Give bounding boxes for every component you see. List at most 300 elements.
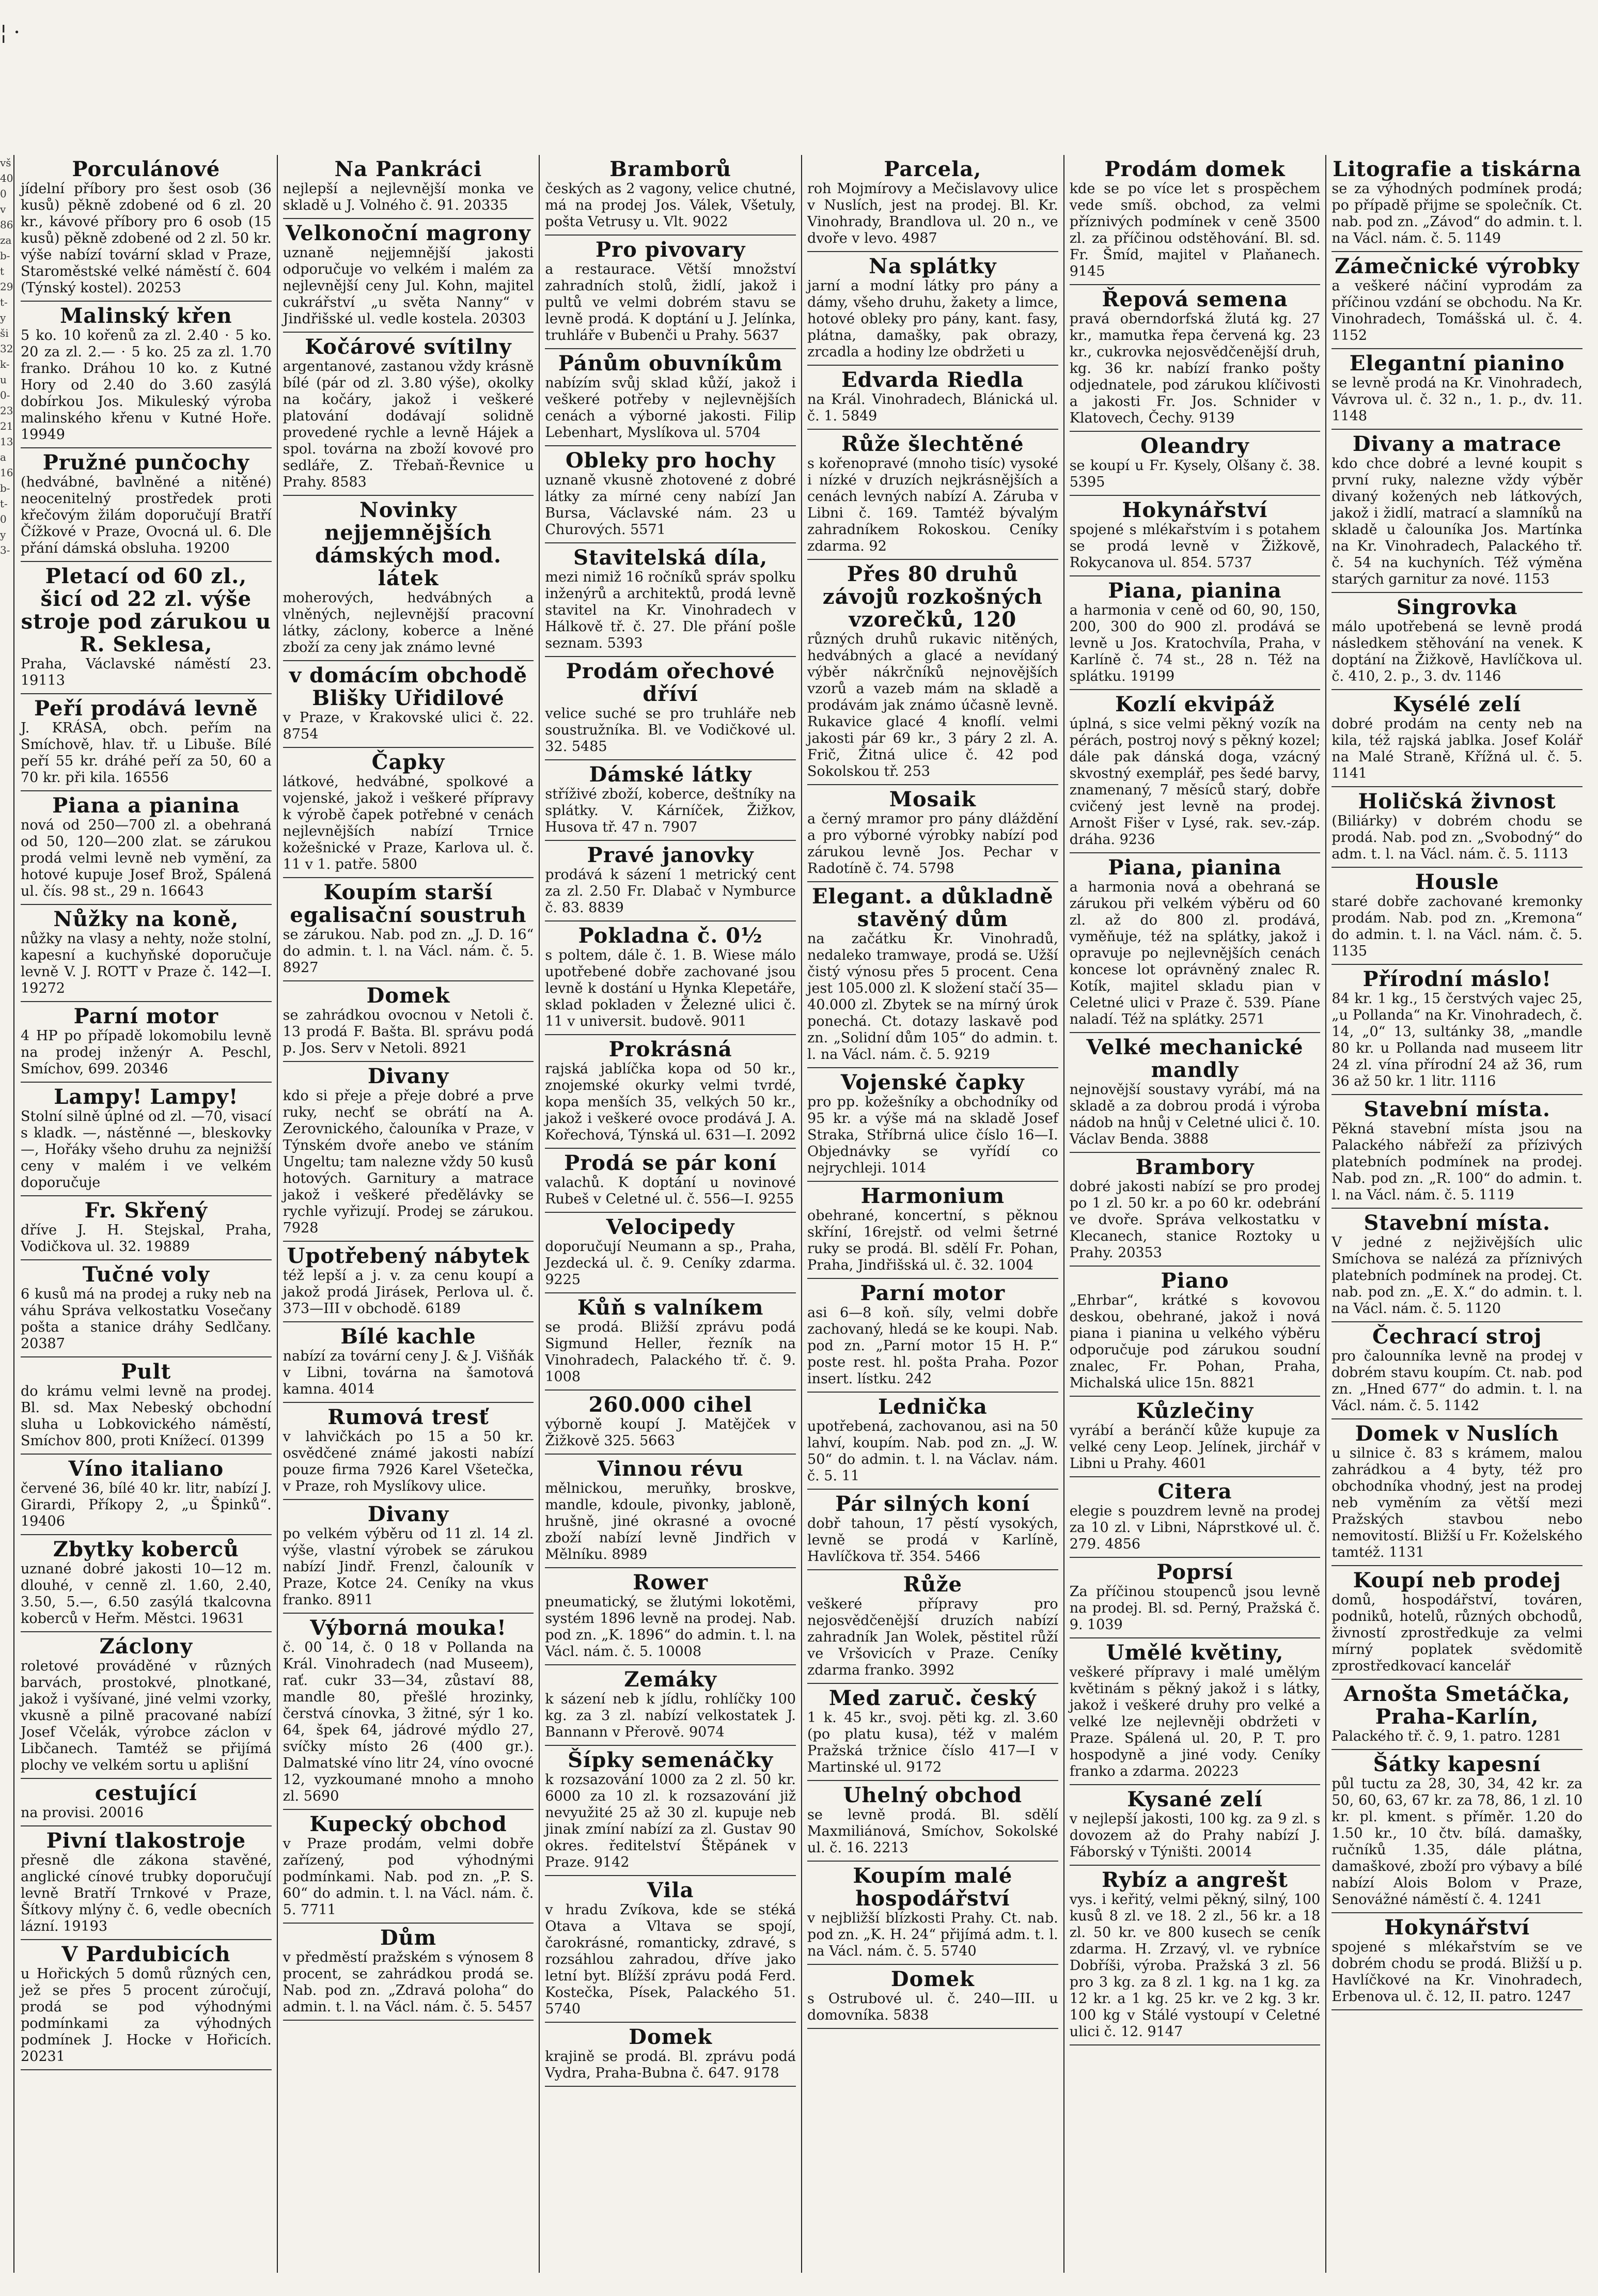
classified-ad <box>1331 787 1583 868</box>
classified-ad <box>545 1746 796 1876</box>
classified-ad <box>1070 1477 1321 1558</box>
classified-ad <box>1331 965 1583 1095</box>
ad-headline: Kupecký obchod <box>309 1812 507 1836</box>
ad-body-text: staré dobře zachované kremonky prodám. Nab. pod zn. „Kremona“ do admin. t. l. na Václ. nám. č. 5. 1135 <box>1331 894 1583 959</box>
ad-body-text: valachů. K doptání u novinové Rubeš v Celetné ul. č. 556—I. 9255 <box>545 1175 796 1207</box>
ad-headline: Pružné punčochy <box>42 450 249 475</box>
ad-headline: Parcela, <box>884 157 982 181</box>
classified-ad <box>1070 1153 1321 1267</box>
classified-ad <box>807 1684 1058 1781</box>
ad-body-text: se zahrádkou ovocnou v Netoli č. 13 prodá F. Bašta. Bl. správu podá p. Jos. Serv v Netoli. 8921 <box>283 1007 534 1056</box>
classified-ad <box>807 1781 1058 1862</box>
classified-ad <box>545 1568 796 1665</box>
ad-headline: Singrovka <box>1396 595 1518 619</box>
ad-headline: Stavební místa. <box>1364 1211 1550 1235</box>
ad-body-text: v hradu Zvíkova, kde se stéká Otava a Vltava se spojí, čarokrásné, romanticky, zdravé, s rozsáhlou zahradou, dříve jako letní byt. Blížší zprávu podá Ferd. Kostečka, Písek, Palackého 51. 5740 <box>545 1902 796 2017</box>
classified-columns <box>15 155 1588 2273</box>
ad-body-text: kdo si přeje a přeje dobré a prve ruky, nechť se obrátí na A. Zerovnického, čalouníka v Praze, v Týnském dvoře anebo ve stáním Ungeltu; tam nalezne vždy 50 kusů hotových. Garnitury a matrace jakož i veškeré předělávky se rychle vyřizují. Prodej se zárukou. 7928 <box>283 1088 534 1236</box>
ad-headline: Umělé květiny, <box>1106 1641 1284 1665</box>
ad-body-text: roh Mojmírovy a Mečislavovy ulice v Nuslích, jest na prodej. Bl. Kr. Vinohrady, Brandlova ul. 20 n., ve dvoře v levo. 4987 <box>807 181 1058 246</box>
classified-ad <box>283 1322 534 1403</box>
ad-body-text: a černý mramor pro pány dláždění a pro výborné výrobky nabízí pod zárukou levně Jos. Pechar v Radotíně č. 74. 5798 <box>807 811 1058 877</box>
ad-body-text: argentanové, zastanou vždy krásně bílé (pár od zl. 3.80 výše), okolky na kočáry, jakož i veškeré platování dodávají solidně provedené rychle a levně Hájek a spol. továrna na zboží kovové pro sedláře, Z. Třebaň-Řevnice u Prahy. 8583 <box>283 358 534 490</box>
ad-body-text: se za výhodných podmínek prodá; po případě přijme se společník. Ct. nab. pod zn. „Závod“ do admin. t. l. na Václ. nám. č. 5. 1149 <box>1331 181 1583 246</box>
ad-headline: Nůžky na koně, <box>53 907 239 931</box>
ad-headline: Koupí neb prodej <box>1353 1568 1561 1592</box>
ad-headline: Prokrásná <box>608 1037 732 1061</box>
classified-ad <box>283 1810 534 1924</box>
ad-body-text: též lepší a j. v. za cenu koupí a jakož prodá Jirásek, Perlova ul. č. 373—III v obchodě. 6189 <box>283 1268 534 1317</box>
ad-headline: Šátky kapesní <box>1373 1752 1541 1776</box>
ad-body-text: a restaurace. Větší množství zahradních stolů, židlí, jakož i pultů ve velmi dobrém stavu se levně prodá. K doptání u J. Jelínka, truhláře v Bubenči u Prahy. 5637 <box>545 261 796 343</box>
ad-body-text: se levně prodá na Kr. Vinohradech, Vávrova ul. č. 32 n., 1. p., dv. 11. 1148 <box>1331 375 1583 424</box>
ad-headline: Upotřebený nábytek <box>287 1244 530 1268</box>
ad-body-text: uznaně vkusně zhotovené z dobré látky za mírné ceny nabízí Jan Bursa, Václavské nám. 23 u Churových. 5571 <box>545 472 796 538</box>
ad-headline: Elegantní pianino <box>1349 351 1565 376</box>
ad-body-text: obehrané, koncertní, s pěknou skříní, 16rejstř. od velmi šetrné ruky se prodá. Bl. sdělí Fr. Pohan, Praha, Jindřišská ul. č. 32. 1004 <box>807 1208 1058 1273</box>
ad-headline: Obleky pro hochy <box>565 448 776 473</box>
classified-ad <box>807 1862 1058 1965</box>
classified-ad <box>545 543 796 657</box>
ad-headline: Pivní tlakostroje <box>46 1829 246 1853</box>
ad-body-text: spojené s mlékařstvím i s potahem se prodá levně v Žižkově, Rokycanova ul. 854. 5737 <box>1069 522 1321 571</box>
ad-body-text: do krámu velmi levně na prodej. Bl. sd. Max Nebeský obchodní sluha u Lobkovického náměstí, Smíchov 800, proti Knížecí. 01399 <box>21 1383 272 1449</box>
ad-headline: Piana a pianina <box>52 793 240 818</box>
classified-ad <box>21 302 272 448</box>
ad-body-text: v nejlepší jakosti, 100 kg. za 9 zl. s dovozem až do Prahy nabízí J. Fáborský v Týništi. 20014 <box>1069 1811 1321 1860</box>
ad-body-text: moherových, hedvábných a vlněných, nejlevnější pracovní látky, záclony, koberce a lněné zboží za ceny jak známo levné <box>283 590 534 655</box>
ad-body-text: s Ostrubové ul. č. 240—III. u domovníka. 5838 <box>807 1991 1058 2023</box>
ad-headline: Mosaik <box>889 787 976 811</box>
classified-ad <box>283 981 534 1062</box>
ad-headline: Prodá se pár koní <box>564 1151 777 1175</box>
classified-ad <box>1331 690 1583 787</box>
ad-body-text: vyrábí a beránčí kůže kupuje za velké ceny Leop. Jelínek, jirchář v Libni u Prahy. 4601 <box>1069 1423 1321 1472</box>
classified-ad <box>1331 155 1583 252</box>
classified-ad <box>1331 1419 1583 1566</box>
ad-headline: Víno italiano <box>68 1457 224 1481</box>
ad-headline: Piana, pianina <box>1108 855 1282 880</box>
classified-ad <box>1331 1322 1583 1419</box>
ad-body-text: a harmonia nová a obehraná se zárukou při velkém výběru od 60 zl. až do 800 zl. prodává, vyměňuje, též na splátky, jakož i opravuje po nejlevnějších cenách koncese lot oprávněný znalec R. Kotík, majitel skladu pian v Celetné ulici v Praze č. 539. Píane naladí. Též na splátky. 2571 <box>1069 879 1321 1027</box>
ad-headline: Lampy! Lampy! <box>54 1085 239 1109</box>
ad-body-text: pro čalounníka levně na prodej v dobrém stavu koupím. Ct. nab. pod zn. „Hned 677“ do admin. t. l. na Václ. nám. č. 5. 1142 <box>1331 1348 1583 1414</box>
ad-headline: Růže <box>903 1572 963 1597</box>
ad-headline: Stavitelská díla, <box>573 545 768 570</box>
classified-ad <box>283 1403 534 1500</box>
classified-ad <box>1070 1558 1321 1638</box>
ad-column <box>801 155 1063 2273</box>
ad-body-text: elegie s pouzdrem levně na prodej za 10 zl. v Libni, Náprstkové ul. č. 279. 4856 <box>1069 1503 1321 1552</box>
ad-headline: Čechrací stroj <box>1372 1324 1542 1349</box>
ad-headline: Na Pankráci <box>334 157 482 181</box>
ad-body-text: 4 HP po případě lokomobilu levně na prodej inženýr A. Peschl, Smíchov, 699. 20346 <box>21 1028 272 1077</box>
ad-headline: Domek v Nuslích <box>1355 1422 1559 1446</box>
ad-headline: Rybíz a angrešt <box>1102 1868 1288 1892</box>
ad-headline: Pro pivovary <box>596 238 746 262</box>
ad-headline: Pánům obuvníkům <box>558 351 783 376</box>
classified-ad <box>21 694 272 791</box>
ad-body-text: a veškeré náčiní vyprodám za příčinou vzdání se obchodu. Na Kr. Vinohradech, Tomášská ul. č. 4. 1152 <box>1331 278 1583 343</box>
ad-headline: Šípky semenáčky <box>568 1748 774 1772</box>
classified-ad <box>545 1149 796 1213</box>
classified-ad <box>545 760 796 841</box>
ad-headline: Holičská živnost <box>1358 789 1556 814</box>
ad-body-text: jídelní příbory pro šest osob (36 kusů) pěkně zdobené od 6 zl. 20 kr., kávové příbory pro 6 osob (15 kusů) pěkně zdobené od 2 zl. 50 kr. výše nabízí tovární sklad v Praze, Staroměstské velké náměstí č. 604 (Týnský kostel). 20253 <box>21 181 272 296</box>
classified-ad <box>545 349 796 446</box>
ad-body-text: uznané dobré jakosti 10—12 m. dlouhé, v cenně zl. 1.60, 2.40, 3.50, 5.—, 6.50 zasýlá tkalcovna koberců v Heřm. Městci. 19631 <box>21 1561 272 1627</box>
classified-ad <box>21 1083 272 1196</box>
ad-headline: Prodám domek <box>1104 157 1286 181</box>
ad-headline: Domek <box>366 983 450 1008</box>
ad-headline: Vinnou révu <box>597 1457 744 1481</box>
classified-ad <box>21 1826 272 1940</box>
ad-body-text: po velkém výběru od 11 zl. 14 zl. výše, vlastní výrobek se zárukou nabízí Jindř. Frenzl, čalouník v Praze, Kotce 24. Ceníky na vkus franko. 8911 <box>283 1526 534 1608</box>
ad-body-text: se levně prodá. Bl. sdělí Maxmiliánová, Smíchov, Sokolské ul. č. 16. 2213 <box>807 1807 1058 1856</box>
ad-headline: Hokynářství <box>1122 498 1268 522</box>
ad-body-text: (Biliárky) v dobrém chodu se prodá. Nab. pod zn. „Svobodný“ do adm. t. l. na Václ. nám. č. 5. 1113 <box>1331 813 1583 862</box>
ad-body-text: rajská jablíčka kopa od 50 kr., znojemské okurky velmi tvrdé, kopa menších 35, velkých 50 kr., jakož i veškeré ovoce prodává J. A. Kořechová, Týnská ul. 631—I. 2092 <box>545 1061 796 1143</box>
ad-body-text: kde se po více let s prospěchem vede smíš. obchod, za velmi příznivých podmínek v ceně 3500 zl. za příčinou odstěhování. Bl. sd. Fr. Šmíd, majitel v Plaňanech. 9145 <box>1069 181 1321 279</box>
classified-ad <box>807 155 1058 252</box>
ad-headline: Dům <box>380 1926 437 1950</box>
classified-ad <box>1331 1750 1583 1913</box>
ad-body-text: upotřebená, zachovanou, asi na 50 lahví, koupím. Nab. pod zn. „J. W. 50“ do admin. t. l. na Václav. nám. č. 5. 11 <box>807 1418 1058 1484</box>
ad-headline: Housle <box>1415 870 1499 894</box>
ad-column <box>1325 155 1588 2273</box>
ad-headline: Kůzlečiny <box>1136 1399 1254 1423</box>
ad-body-text: prodává k sázení 1 metrický cent za zl. 2.50 Fr. Dlabač v Nymburce č. 83. 8839 <box>545 867 796 916</box>
ad-body-text: doporučují Neumann a sp., Praha, Jezdecká ul. č. 9. Ceníky zdarma. 9225 <box>545 1239 796 1288</box>
classified-ad <box>1331 1680 1583 1750</box>
ad-headline: Malinský křen <box>60 304 232 328</box>
classified-ad <box>807 1068 1058 1182</box>
classified-ad <box>807 430 1058 560</box>
ad-body-text: mezi nimiž 16 ročníků správ spolku inženýrů a architektů, prodá levně stavitel na Kr. Vinohradech v Hálkově tř. č. 27. Dle přání pošle seznam. 5393 <box>545 569 796 651</box>
ad-body-text: nůžky na vlasy a nehty, nože stolní, kapesní a kuchyňské doporučuje levně V. J. ROTT v Praze č. 142—I. 19272 <box>21 931 272 996</box>
classified-ad <box>545 236 796 349</box>
classified-ad <box>21 448 272 562</box>
ad-body-text: nová od 250—700 zl. a obehraná od 50, 120—200 zlat. se zárukou prodá velmi levně neb vymění, za hotové kupuje Josef Brož, Spálená ul. čís. 98 st., 29 n. 16643 <box>21 817 272 899</box>
ad-headline: Kysané zelí <box>1127 1787 1263 1811</box>
ad-column <box>539 155 801 2273</box>
classified-ad <box>1070 285 1321 432</box>
ad-body-text: u silnice č. 83 s krámem, malou zahrádkou a 4 byty, též pro obchodníka vhodný, jest na prodej neb vyměním za větší mezi Pražských stavbou nebo nemovitostí. Bližší u Fr. Koželského tamtéž. 1131 <box>1331 1445 1583 1560</box>
ad-headline: Citera <box>1157 1479 1232 1504</box>
ad-body-text: V jedné z nejživějších ulic Smíchova se nalézá za příznivých platebních podmínek na prodej. Ct. nab. pod zn. „E. X.“ do admin. t. l. na Václ. nám. č. 5. 1120 <box>1331 1235 1583 1317</box>
ad-headline: Koupím starší egalisační soustruh <box>290 880 527 927</box>
classified-ad <box>1331 252 1583 349</box>
classified-ad <box>545 841 796 921</box>
ad-headline: Bramborů <box>609 157 732 181</box>
classified-ad <box>545 657 796 760</box>
ad-body-text: k sázení neb k jídlu, rohlíčky 100 kg. za 3 zl. nabízí velkostatek J. Bannann v Přerově. 9074 <box>545 1691 796 1740</box>
ad-headline: Lednička <box>878 1395 988 1419</box>
classified-ad <box>1331 1913 1583 2010</box>
ad-body-text: veškeré přípravy i malé umělým květinám s pěkný jakož i s látky, jakož i veškeré druhy pro velké a velké lze nejlevněji obdržeti v Praze. Spálená ul. 20, P. T. pro hospodyně a jiné vody. Ceníky franko a zdarma. 20223 <box>1069 1664 1321 1779</box>
ad-body-text: na provisi. 20016 <box>21 1805 144 1821</box>
ad-headline: Dámské látky <box>589 762 752 787</box>
classified-ad <box>545 1665 796 1746</box>
ad-column <box>277 155 539 2273</box>
ad-headline: Kysélé zelí <box>1393 692 1522 716</box>
ad-headline: Fr. Skřený <box>84 1198 208 1223</box>
ad-headline: Pletací od 60 zl., šicí od 22 zl. výše stroje pod zárukou u R. Seklesa, <box>21 564 272 657</box>
ad-body-text: českých as 2 vagony, velice chutné, má na prodej Jos. Válek, Všetuly, pošta Vetrusy u. Vlt. 9022 <box>545 181 796 230</box>
classified-ad <box>21 791 272 905</box>
classified-ad <box>1070 1267 1321 1397</box>
ad-headline: Růže šlechtěné <box>841 432 1024 456</box>
ad-body-text: krajině se prodá. Bl. zprávu podá Vydra, Praha-Bubna č. 647. 9178 <box>545 2049 796 2081</box>
ad-body-text: s kořenopravé (mnoho tisíc) vysoké i nízké v druzích nejkrásnějších a cenách levných nabízí A. Záruba v Libni č. 169. Tamtéž bývalým zahradníkem Rokoskou. Ceníky zdarma. 92 <box>807 456 1058 554</box>
classified-ad <box>283 748 534 878</box>
classified-ad <box>545 2023 796 2087</box>
ad-headline: Kočárové svítilny <box>305 335 512 359</box>
ad-headline: Pult <box>121 1360 171 1384</box>
classified-ad <box>283 333 534 496</box>
ad-headline: Přírodní máslo! <box>1362 967 1552 991</box>
ad-body-text: nejnovější soustavy vyrábí, má na skladě a za dobrou prodá i výroba nádob na hnůj v Celetné ulici č. 10. Václav Benda. 3888 <box>1069 1082 1321 1147</box>
ad-body-text: dobré prodám na centy neb na kila, též rajská jablka. Josef Kolář na Malé Straně, Křížná ul. č. 5. 1141 <box>1331 716 1583 782</box>
ad-headline: cestující <box>95 1781 197 1805</box>
left-edge-text-strip: vš 40 0 v 86 za b- t 29 t- y ši 32 k- u 0- 23 21 13 a 16 b- t- 0 y 3- <box>0 155 14 2273</box>
ad-body-text: Stolní silně úplné od zl. —70, visací s kladk. —, nástěnné —, bleskovky —, Hořáky všeho druhu za nejnižší ceny v malém i ve velkém doporučuje <box>21 1108 272 1191</box>
ad-headline: Řepová semena <box>1102 287 1288 311</box>
classified-ad <box>1331 593 1583 690</box>
ad-body-text: pravá oberndorfská žlutá kg. 27 kr., mamutka řepa červená kg. 23 kr., cukrovka nejosvědčenější druh, kg. 36 kr. nabízí franko pošty odjednatele, pod zárukou klíčivosti a jakosti Fr. Jos. Schnider v Klatovech, Čechy. 9139 <box>1069 311 1321 426</box>
ad-body-text: na začátku Kr. Vinohradů, nedaleko tramwaye, prodá se. Užší čistý výnosu přes 5 procent. Cena jest 105.000 zl. K složení stačí 35—40.000 zl. Zbytek se na mírný úrok ponechá. Ct. dotazy laskavě pod zn. „Solidní dům 105“ do admin. t. l. na Václ. nám. č. 5. 9219 <box>807 931 1058 1063</box>
ad-headline: Rower <box>633 1570 709 1595</box>
ad-headline: V Pardubicích <box>61 1942 231 1966</box>
ad-column <box>1063 155 1326 2273</box>
ad-body-text: nabízí za tovární ceny J. & J. Višňák v Libni, továrna na šamotová kamna. 4014 <box>283 1348 534 1397</box>
ad-headline: v domácím obchodě Blišky Uřidilové <box>289 663 528 710</box>
ad-headline: Zemáky <box>624 1667 717 1692</box>
ad-body-text: (hedvábné, bavlněné a nitěné) neocenitelný prostředek proti křečovým žilám doporučují Bratří Čížkové v Praze, Ovocná ul. 6. Dle přání dámská obsluha. 19200 <box>21 474 272 556</box>
classified-ad <box>1331 1566 1583 1680</box>
ad-body-text: stříživé zboží, koberce, deštníky na splátky. V. Kárníček, Žižkov, Husova tř. 47 n. 7907 <box>545 786 796 835</box>
ad-headline: Čapky <box>371 750 445 774</box>
classified-ad <box>807 785 1058 882</box>
classified-ad <box>1331 430 1583 593</box>
ad-headline: Kozlí ekvipáž <box>1115 692 1275 716</box>
classified-ad <box>545 1876 796 2023</box>
ad-headline: Bílé kachle <box>340 1324 476 1349</box>
ad-body-text: 6 kusů má na prodej a ruky neb na váhu Správa velkostatku Vosečany pošta a stanice dráhy Sedlčany. 20387 <box>21 1286 272 1352</box>
ad-body-text: domů, hospodářství, továren, podniků, hotelů, různých obchodů, živností zprostředkuje za velmi mírný poplatek svědomitě zprostředkovací kancelář <box>1331 1592 1583 1674</box>
ad-headline: Porculánové <box>72 157 221 181</box>
ad-body-text: asi 6—8 koň. síly, velmi dobře zachovaný, hledá se ke koupi. Nab. pod zn. „Parní motor 15 H. P.“ poste rest. hl. pošta Praha. Pozor insert. lístku. 242 <box>807 1305 1058 1387</box>
ad-body-text: úplná, s sice velmi pěkný vozík na pérách, postroj nový s pěkný kozel; dále pak dánská doga, vzácný skvostný exemplář, pes šedé barvy, znamenaný, 7 měsíců starý, dobře cvičený jest levně na prodej. Arnošt Fišer v Lysé, rak. sev.-záp. dráha. 9236 <box>1069 716 1321 848</box>
classified-ad <box>283 155 534 219</box>
ad-headline: Divany <box>367 1064 449 1088</box>
ad-headline: Pravé janovky <box>587 843 754 867</box>
classified-ad <box>807 366 1058 430</box>
ad-headline: Zámečnické výrobky <box>1335 254 1580 278</box>
ad-headline: Výborná mouka! <box>310 1616 507 1640</box>
ad-headline: 260.000 cihel <box>588 1393 753 1417</box>
classified-ad <box>21 905 272 1002</box>
ad-headline: Uhelný obchod <box>843 1783 1023 1807</box>
ad-headline: Edvarda Riedla <box>841 368 1024 392</box>
ad-headline: Na splátky <box>869 254 997 278</box>
classified-ad <box>1331 349 1583 430</box>
classified-ad <box>283 219 534 333</box>
ad-headline: Vila <box>647 1878 694 1902</box>
classified-ad <box>21 1940 272 2070</box>
ad-body-text: jarní a modní látky pro pány a dámy, všeho druhu, žakety a limce, hotové obleky pro pány, kant. fasy, plátna, damašky, pak obrazy, zrcadla a hodiny lze obdržeti u <box>807 278 1058 360</box>
ad-headline: Kůň s valníkem <box>577 1295 764 1320</box>
ad-headline: Velké mechanické mandly <box>1086 1035 1304 1082</box>
classified-ad <box>1331 1095 1583 1209</box>
classified-ad <box>21 1357 272 1455</box>
classified-ad <box>283 878 534 981</box>
ad-headline: Parní motor <box>860 1281 1006 1305</box>
classified-ad <box>807 1490 1058 1570</box>
ad-headline: Divany a matrace <box>1352 432 1562 456</box>
classified-ad <box>545 921 796 1035</box>
classified-ad <box>545 446 796 543</box>
classified-ad <box>1070 1785 1321 1866</box>
classified-ad <box>807 1279 1058 1393</box>
classified-ad <box>283 1242 534 1322</box>
ad-body-text: v předměstí pražském s výnosem 8 procent, se zahrádkou prodá se. Nab. pod zn. „Zdravá poloha“ do admin. t. l. na Václ. nám. č. 5. 5457 <box>283 1949 534 2015</box>
ad-headline: Velocipedy <box>606 1215 735 1239</box>
classified-ad <box>21 1535 272 1632</box>
ad-body-text: velice suché se pro truhláře neb soustružníka. Bl. ve Vodičkové ul. 32. 5485 <box>545 706 796 755</box>
ad-column <box>15 155 277 2273</box>
ad-headline: Peří prodává levně <box>34 696 258 721</box>
top-print-marks: ¦ · <box>0 21 20 44</box>
ad-body-text: v Praze, v Krakovské ulici č. 22. 8754 <box>283 710 534 742</box>
ad-headline: Harmonium <box>860 1184 1005 1208</box>
ad-body-text: nabízím svůj sklad kůží, jakož i veškeré potřeby v nejlevnějších cenách a výborné jakosti. Filip Lebenhart, Myslíkova ul. 5704 <box>545 375 796 441</box>
ad-body-text: vys. i keřitý, velmi pěkný, silný, 100 kusů 8 zl. ve 18. 2 zl., 56 kr. a 18 zl. 50 kr. ve 800 kusech se ceník zdarma. H. Zrzavý, vl. ve rybníce Dobříši, výroba. Pražská 3 zl. 56 pro 3 kg. za 8 zl. 1 kg. na 1 kg. za 12 kr. a 1 kg. 25 kr. ve 2 kg. 3 kr. 100 kg v Stálé vystoupí v Celetné ulici č. 12. 9147 <box>1069 1892 1321 2040</box>
ad-headline: Tučné voly <box>82 1262 210 1287</box>
ad-headline: Zbytky koberců <box>53 1537 239 1561</box>
classified-ad <box>21 1260 272 1357</box>
classified-ad <box>1331 868 1583 965</box>
classified-ad <box>1070 690 1321 853</box>
ad-headline: Brambory <box>1135 1155 1255 1179</box>
classified-ad <box>807 1393 1058 1490</box>
ad-headline: Elegant. a důkladně stavěný dům <box>812 884 1054 931</box>
ad-body-text: Palackého tř. č. 9, 1. patro. 1281 <box>1331 1728 1562 1744</box>
ad-body-text: půl tuctu za 28, 30, 34, 42 kr. za 50, 60, 63, 67 kr. za 78, 86, 1 zl. 10 kr. pl. kment. s příměr. 1.20 do 1.50 kr., 10 čtv. bílá. damašky, ručníků 1.35, dále plátna, damaškové, zboží pro výbavy a bílé nabízí Alois Bolom v Praze, Senovážné náměstí č. 4. 1241 <box>1331 1776 1583 1908</box>
classified-ad <box>283 1500 534 1614</box>
ad-body-text: veškeré přípravy pro nejosvědčenější druzích nabízí zahradník Jan Wolek, pěstitel růží ve Vršovicích v Praze. Ceníky zdarma franko. 3992 <box>807 1596 1058 1678</box>
classified-ad <box>21 1002 272 1083</box>
ad-headline: Arnošta Smetáčka, Praha-Karlín, <box>1343 1682 1571 1729</box>
classified-ad <box>1331 1209 1583 1322</box>
ad-body-text: látkové, hedvábné, spolkové a vojenské, jakož i veškeré přípravy k výrobě čapek potřebné v cenách nejlevnějších nabízí Trnice kožešnické v Praze, Karlova ul. č. 11 v 1. patře. 5800 <box>283 774 534 872</box>
ad-body-text: 5 ko. 10 kořenů za zl. 2.40 · 5 ko. 20 za zl. 2.— · 5 ko. 25 za zl. 1.70 franko. Dráhou 10 ko. z Kutné Hory od 2.40 do 3.60 zasýlá dobírkou Jos. Mikuleský výroba malinského křenu v Kutné Hoře. 19949 <box>21 327 272 443</box>
ad-body-text: výborně koupí J. Matějček v Žižkově 325. 5663 <box>545 1416 796 1449</box>
ad-body-text: uznaně nejjemnější jakosti odporučuje vo velkém i malém za nejlevnější ceny Jul. Kohn, majitel cukrářství „u světa Nanny“ v Jindřišské ul. vedle kostela. 20303 <box>283 245 534 327</box>
ad-body-text: Pěkná stavební místa jsou na Palackého nábřeží za přízivých platebních podmínek na prodej. Nab. pod zn. „R. 100“ do admin. t. l. na Václ. nám. č. 5. 1119 <box>1331 1121 1583 1203</box>
ad-headline: Pokladna č. 0½ <box>578 924 763 948</box>
ad-headline: Piano <box>1161 1269 1229 1293</box>
ad-body-text: Za příčinou stoupenců jsou levně na prodej. Bl. sd. Perný, Pražská č. 9. 1039 <box>1069 1584 1321 1633</box>
ad-headline: Velkonoční magrony <box>286 221 531 245</box>
classified-ad <box>1070 1033 1321 1153</box>
ad-body-text: s poltem, dále č. 1. B. Wiese málo upotřebené dobře zachované jsou levně k dostání u Hynka Klepetáře, sklad pokladen v Železné ulici č. 11 v universit. budově. 9011 <box>545 947 796 1029</box>
ad-body-text: dobré jakosti nabízí se pro prodej po 1 zl. 50 kr. a po 60 kr. odebrání ve dvoře. Správa velkostatku v Klecanech, stanice Roztoky u Prahy. 20353 <box>1069 1179 1321 1261</box>
ad-body-text: a harmonia v ceně od 60, 90, 150, 200, 300 do 900 zl. prodává se levně u Jos. Kratochvíla, Praha, v Karlíně č. 74 st., 28 n. Též na splátku. 19199 <box>1069 602 1321 684</box>
classified-ad <box>21 1632 272 1779</box>
classified-ad <box>1070 576 1321 690</box>
ad-body-text: červené 36, bílé 40 kr. litr, nabízí J. Girardi, Příkopy 2, „u Špinků“. 19406 <box>21 1480 272 1529</box>
classified-ad <box>545 155 796 236</box>
ad-body-text: v nejbližší blízkosti Prahy. Ct. nab. pod zn. „K. H. 24“ přijímá adm. t. l. na Václ. nám. č. 5. 5740 <box>807 1910 1058 1959</box>
ad-headline: Oleandry <box>1140 434 1249 458</box>
classified-ad <box>545 1455 796 1568</box>
classified-ad <box>283 1924 534 2021</box>
ad-headline: Divany <box>367 1502 449 1526</box>
classified-ad <box>545 1035 796 1149</box>
classified-ad <box>283 1614 534 1810</box>
classified-ad <box>545 1213 796 1293</box>
ad-headline: Litografie a tiskárna <box>1333 157 1582 181</box>
ad-headline: Stavební místa. <box>1364 1097 1550 1121</box>
ad-body-text: dobř tahoun, 17 pěstí vysokých, levně se prodá v Karlíně, Havlíčkova tř. 354. 5466 <box>807 1516 1058 1565</box>
ad-headline: Novinky nejjemnějších dámských mod. látek <box>315 498 502 590</box>
classified-ad <box>807 1182 1058 1279</box>
ad-body-text: spojené s mlékařstvím se ve dobrém chodu se prodá. Bližší u p. Havlíčkové na Kr. Vinohradech, Erbenova ul. č. 12, II. patro. 1247 <box>1331 1939 1583 2005</box>
ad-body-text: v lahvičkách po 15 a 50 kr. osvědčené známé jakosti nabízí pouze firma 7926 Karel Všetečka, v Praze, roh Myslíkovy ulice. <box>283 1429 534 1494</box>
classified-ad <box>1070 1397 1321 1477</box>
classified-ad <box>1070 1866 1321 2045</box>
classified-ad <box>1070 853 1321 1033</box>
ad-headline: Domek <box>629 2025 713 2049</box>
classified-ad <box>21 562 272 694</box>
classified-ad <box>283 1062 534 1242</box>
ad-body-text: roletové prováděné v různých barvách, prostokvé, plnotkané, jakož i vyšívané, jiné velmi vzorky, vkusně a pilně pracované nabízí Josef Včelák, výrobce záclon v Libčanech. Tamtéž se přijímá plochy ve velkém sortu u aplišní <box>21 1658 272 1773</box>
ad-headline: Poprsí <box>1156 1560 1233 1584</box>
classified-ad <box>283 661 534 748</box>
ad-headline: Přes 80 druhů závojů rozkošných vzorečků, 120 <box>822 562 1043 632</box>
ad-headline: Piana, pianina <box>1108 579 1282 603</box>
ad-body-text: dříve J. H. Stejskal, Praha, Vodičkova ul. 32. 19889 <box>21 1222 272 1255</box>
classified-ad <box>21 1196 272 1260</box>
ad-body-text: „Ehrbar“, krátké s kovovou deskou, obehrané, jakož i nová piana i pianina u velkého výběru odporučuje pod zárukou soudní znalec, Fr. Pohan, Praha, Michalská ulice 15n. 8821 <box>1069 1292 1321 1391</box>
ad-body-text: na Král. Vinohradech, Blánická ul. č. 1. 5849 <box>807 392 1058 424</box>
classified-ad <box>807 252 1058 366</box>
classified-ad <box>1070 496 1321 576</box>
ad-headline: Koupím malé hospodářství <box>853 1864 1013 1911</box>
ad-headline: Rumová tresť <box>327 1405 489 1429</box>
classified-ad <box>807 1570 1058 1684</box>
ad-headline: Hokynářství <box>1384 1915 1530 1940</box>
ad-body-text: k rozsazování 1000 za 2 zl. 50 kr. 6000 za 10 zl. k rozsazování již nevyužité 25 až 30 zl. kupuje neb jinak zmíní nabízí za zl. Gustav 90 okres. ředitelství Štěpánek v Praze. 9142 <box>545 1772 796 1870</box>
ad-body-text: se prodá. Bližší zprávu podá Sigmund Heller, řezník na Vinohradech, Palackého tř. č. 9. 1008 <box>545 1319 796 1385</box>
ad-body-text: málo upotřebená se levně prodá následkem stěhování na venek. K doptání na Žižkově, Havlíčkova ul. č. 410, 2. p., 3. dv. 1146 <box>1331 619 1583 684</box>
classified-ad <box>1070 155 1321 285</box>
ad-body-text: se zárukou. Nab. pod zn. „J. D. 16“ do admin. t. l. na Václ. nám. č. 5. 8927 <box>283 927 534 976</box>
classified-ad <box>807 1965 1058 2029</box>
ad-body-text: kdo chce dobré a levné koupit s první ruky, nalezne vždy výběr divaný kožených neb látkových, jakož i židlí, matrací a slamníků na skladě u čalouníka Jos. Martínka na Kr. Vinohradech, Palackého tř. č. 54 na kuchyních. Též výměna starých garnitur za nové. 1153 <box>1331 456 1583 587</box>
ad-body-text: přesně dle zákona stavěné, anglické cínové trubky doporučují levně Bratří Trnkové v Praze, Šítkovy mlýny č. 6, vedle obecních lázní. 19193 <box>21 1852 272 1934</box>
classified-ad <box>807 882 1058 1068</box>
ad-headline: Pár silných koní <box>835 1492 1030 1516</box>
classified-ad <box>1070 1638 1321 1785</box>
classified-ad <box>807 560 1058 785</box>
ad-body-text: J. KRÁSA, obch. peřím na Smíchově, hlav. tř. u Libuše. Bílé peří 55 kr. dráhé peří za 50, 60 a 70 kr. při kila. 16556 <box>21 720 272 786</box>
ad-body-text: 84 kr. 1 kg., 15 čerstvých vajec 25, „u Pollanda“ na Kr. Vinohradech, č. 14, „0“ 13, sultánky 38, „mandle 80 kr. u Pollanda nad museem litr 24 zl. vína přírodní 24 až 36, rum 36 až 50 kr. 1 litr. 1116 <box>1331 991 1583 1089</box>
ad-body-text: nejlepší a nejlevnější monka ve skladě u J. Volného č. 91. 20335 <box>283 181 534 213</box>
ad-body-text: u Hořických 5 domů různých cen, jež se přes 5 procent zúročují, prodá se pod výhodnými podmínkami za výhodných podmínek J. Hocke v Hořicích. 20231 <box>21 1966 272 2065</box>
ad-headline: Prodám ořechové dříví <box>566 659 775 706</box>
